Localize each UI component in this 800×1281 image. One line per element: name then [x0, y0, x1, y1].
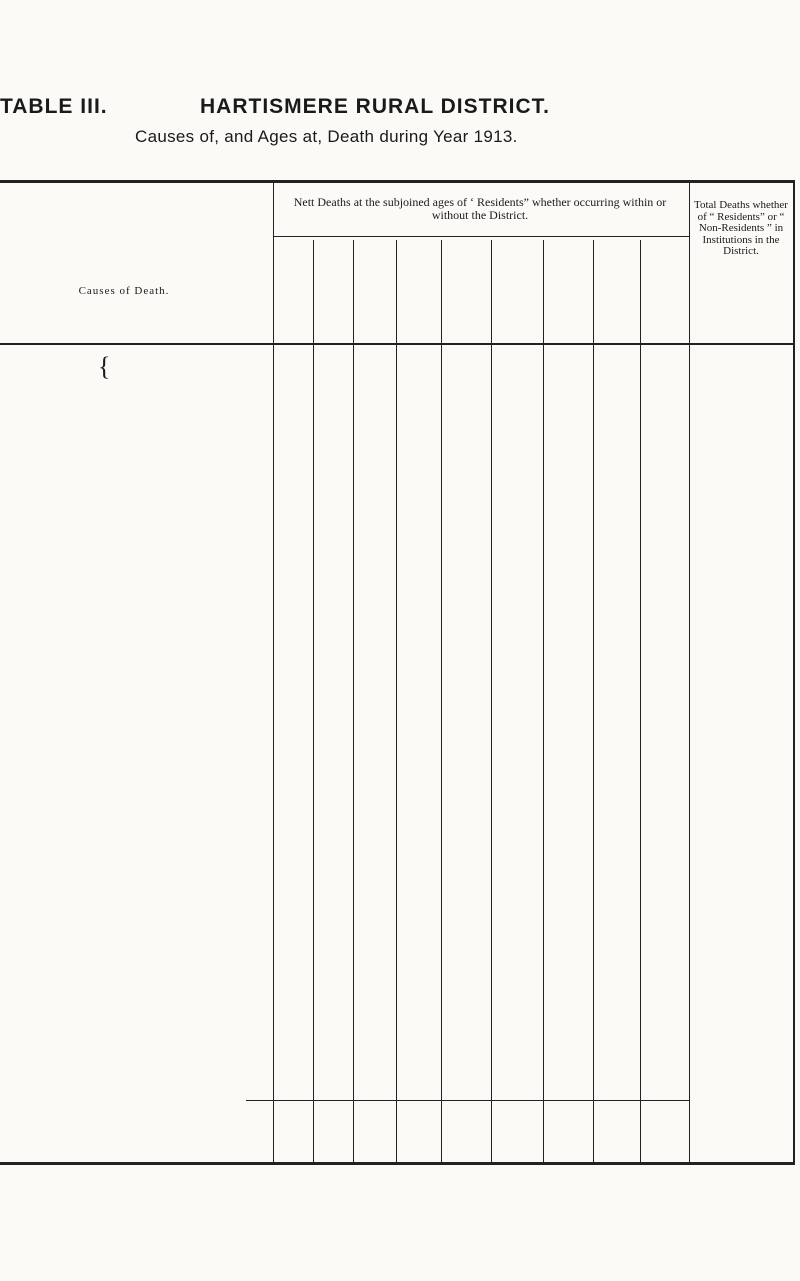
vertical-rule	[396, 240, 397, 1162]
horizontal-rule	[273, 236, 689, 237]
vertical-rule	[273, 180, 274, 1162]
total-deaths-header: Total Deaths whether of “ Residents” or “ Non-Residents ” in Institutions in the District.	[694, 199, 788, 257]
vertical-rule	[689, 180, 690, 1162]
vertical-rule	[441, 240, 442, 1162]
brace: {	[98, 352, 111, 381]
nett-deaths-header: Nett Deaths at the subjoined ages of ‘ Residents” whether occurring within or without the District.	[293, 195, 667, 222]
vertical-rule	[491, 240, 492, 1162]
causes-header: Causes of Death.	[78, 285, 170, 297]
horizontal-rule	[0, 1162, 795, 1165]
vertical-rule	[313, 240, 314, 1162]
vertical-rule	[593, 240, 594, 1162]
horizontal-rule	[0, 343, 795, 345]
vertical-rule	[543, 240, 544, 1162]
vertical-rule	[353, 240, 354, 1162]
district-name: HARTISMERE RURAL DISTRICT.	[200, 95, 550, 118]
vertical-rule	[640, 240, 641, 1162]
table-subtitle: Causes of, and Ages at, Death during Year 1913.	[135, 127, 518, 146]
horizontal-rule	[0, 180, 795, 183]
table-label: TABLE III.	[0, 95, 108, 118]
vertical-rule	[793, 180, 795, 1162]
